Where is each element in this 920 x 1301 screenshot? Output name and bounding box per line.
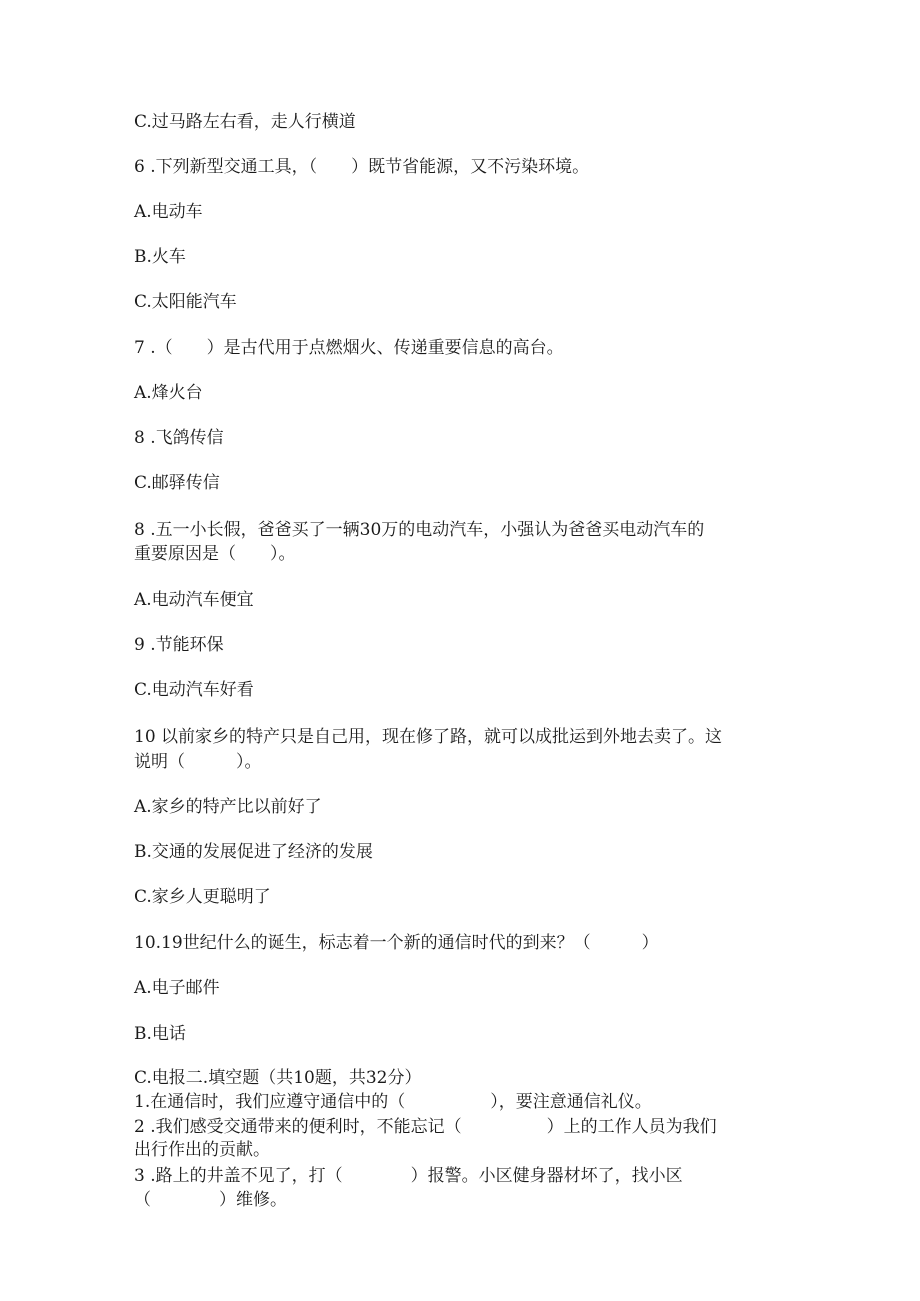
fill-question-2-line-1: 2 .我们感受交通带来的便利时，不能忘记（ ）上的工作人员为我们	[134, 1117, 717, 1137]
option-10c-section-heading: C.电报二.填空题（共10题，共32分）	[134, 1068, 422, 1088]
fill-question-3-line-2: （ ）维修。	[134, 1190, 287, 1210]
option-6c: C.太阳能汽车	[134, 292, 237, 312]
fill-question-3-line-1: 3 .路上的井盖不见了，打（ ）报警。小区健身器材坏了，找小区	[134, 1166, 683, 1186]
option-9a: A.家乡的特产比以前好了	[134, 797, 322, 817]
option-9c: C.家乡人更聪明了	[134, 887, 271, 907]
option-10a: A.电子邮件	[134, 978, 220, 998]
question-9-line-2: 说明（ ）。	[134, 752, 262, 772]
question-8-line-1: 8 .五一小长假，爸爸买了一辆30万的电动汽车，小强认为爸爸买电动汽车的	[134, 520, 705, 540]
question-9-line-1: 10 以前家乡的特产只是自己用，现在修了路，就可以成批运到外地去卖了。这	[134, 727, 723, 747]
option-7a: A.烽火台	[134, 383, 203, 403]
question-6: 6 .下列新型交通工具，（ ）既节省能源，又不污染环境。	[134, 157, 590, 177]
fill-question-2-line-2: 出行作出的贡献。	[134, 1140, 270, 1160]
option-7b: 8 .飞鸽传信	[134, 428, 224, 448]
option-6a: A.电动车	[134, 202, 203, 222]
option-8a: A.电动汽车便宜	[134, 590, 254, 610]
option-10b: B.电话	[134, 1024, 186, 1044]
question-10: 10.19世纪什么的诞生，标志着一个新的通信时代的到来？（ ）	[134, 933, 659, 953]
question-7: 7 .（ ）是古代用于点燃烟火、传递重要信息的高台。	[134, 338, 564, 358]
option-7c: C.邮驿传信	[134, 473, 220, 493]
option-8b: 9 .节能环保	[134, 635, 224, 655]
question-8-line-2: 重要原因是（ ）。	[134, 544, 296, 564]
option-9b: B.交通的发展促进了经济的发展	[134, 842, 373, 862]
option-6b: B.火车	[134, 247, 186, 267]
option-8c: C.电动汽车好看	[134, 680, 254, 700]
option-5c: C.过马路左右看，走人行横道	[134, 112, 356, 132]
fill-question-1: 1.在通信时，我们应遵守通信中的（ ），要注意通信礼仪。	[134, 1092, 652, 1112]
